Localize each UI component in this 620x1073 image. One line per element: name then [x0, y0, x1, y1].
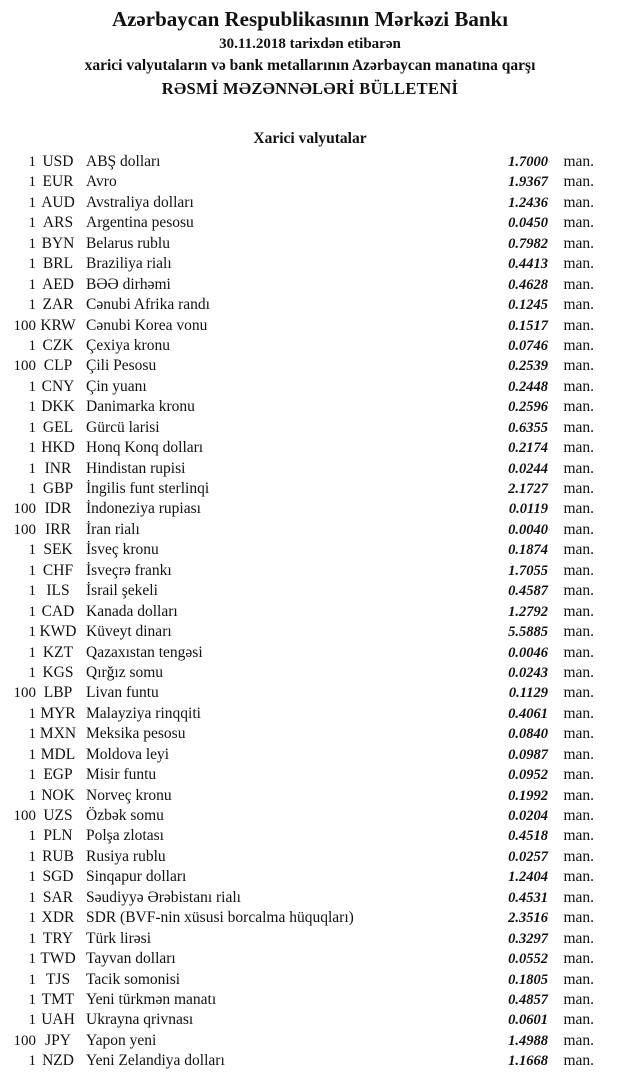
currency-code: CZK: [42, 336, 74, 354]
currency-rate: 0.1129: [508, 685, 548, 702]
unit-label: man.: [563, 173, 594, 191]
currency-quantity: 1: [28, 664, 36, 681]
currency-row: [2, 623, 594, 643]
currency-rate: 1.7000: [508, 154, 548, 170]
unit-label: man.: [563, 418, 594, 436]
unit-label: man.: [563, 1011, 594, 1029]
currency-code: TWD: [40, 950, 76, 968]
currency-code: NOK: [41, 786, 75, 804]
unit-label: man.: [563, 766, 594, 784]
unit-label: man.: [563, 847, 594, 865]
currency-code: UAH: [41, 1011, 75, 1029]
currency-row: [2, 868, 594, 888]
currency-code: EUR: [42, 173, 74, 191]
unit-label: man.: [563, 541, 594, 559]
currency-rate: 0.1874: [508, 542, 548, 559]
unit-label: man.: [563, 623, 594, 641]
currency-name: Avro: [86, 173, 117, 191]
unit-label: man.: [563, 1031, 594, 1049]
currency-name: Qazaxıstan tengəsi: [86, 643, 203, 661]
currency-code: RUB: [42, 847, 74, 865]
currency-rate: 0.1245: [508, 297, 548, 314]
currency-row: [2, 173, 594, 193]
currency-row: [2, 317, 594, 337]
currency-name: Küveyt dinarı: [86, 623, 172, 641]
unit-label: man.: [563, 459, 594, 477]
currency-rate: 0.4413: [508, 256, 548, 273]
currency-rate: 0.1805: [508, 971, 548, 988]
currency-rate: 0.0204: [508, 808, 548, 824]
currency-code: CHF: [42, 561, 74, 579]
unit-label: man.: [563, 296, 594, 314]
currency-name: Yapon yeni: [86, 1031, 157, 1049]
currency-rate: 0.0450: [508, 215, 548, 232]
currency-quantity: 100: [13, 1032, 36, 1049]
currency-rate: 1.9367: [508, 174, 548, 191]
currency-name: Qırğız somu: [86, 663, 164, 681]
currency-rate: 0.0746: [508, 337, 548, 354]
unit-label: man.: [563, 520, 594, 538]
currency-row: [2, 235, 594, 255]
currency-row: [2, 889, 594, 909]
currency-name: Hindistan rupisi: [86, 459, 186, 477]
currency-row: [2, 930, 594, 950]
currency-code: TJS: [45, 970, 71, 988]
currency-row: [2, 746, 594, 766]
currency-name: İsveç kronu: [86, 541, 159, 559]
currency-code: MDL: [40, 745, 76, 763]
unit-label: man.: [563, 255, 594, 273]
currency-quantity: 1: [28, 256, 36, 273]
currency-name: BƏƏ dirhəmi: [86, 275, 171, 293]
currency-rate: 0.0257: [508, 848, 548, 865]
currency-rate: 0.0952: [508, 767, 548, 784]
currency-quantity: 1: [28, 194, 36, 211]
currency-quantity: 1: [28, 337, 36, 354]
currency-row: [2, 378, 594, 398]
currency-quantity: 1: [28, 624, 36, 641]
currency-code: USD: [42, 153, 74, 170]
currency-row: [2, 827, 594, 847]
currency-name: Çili Pesosu: [86, 357, 157, 375]
unit-label: man.: [563, 684, 594, 702]
currency-name: Səudiyyə Ərəbistanı rialı: [86, 888, 241, 906]
currency-rate: 0.4587: [508, 583, 548, 600]
currency-name: Belarus rublu: [86, 234, 170, 252]
unit-label: man.: [563, 827, 594, 845]
effective-date-line: 30.11.2018 tarixdən etibarən: [219, 36, 401, 52]
currency-name: ABŞ dolları: [86, 153, 161, 170]
currency-row: [2, 480, 594, 500]
unit-label: man.: [563, 950, 594, 968]
currency-name: Moldova leyi: [86, 745, 170, 763]
currency-code: BYN: [41, 234, 75, 252]
currency-row: [2, 460, 594, 480]
currency-rate: 0.0119: [508, 501, 548, 518]
currency-rate: 2.3516: [508, 910, 548, 927]
currency-name: Çin yuanı: [86, 377, 147, 395]
currency-code: IDR: [44, 500, 72, 518]
currency-name: Çexiya kronu: [86, 336, 170, 354]
currency-row: [2, 276, 594, 296]
currency-name: Danimarka kronu: [86, 398, 195, 416]
currency-rate: 0.0046: [508, 644, 548, 661]
bulletin-header: [0, 0, 620, 100]
currency-quantity: 1: [28, 930, 36, 947]
currency-code: JPY: [45, 1031, 71, 1049]
currency-quantity: 1: [28, 297, 36, 314]
currency-quantity: 1: [28, 726, 36, 743]
currency-code: CAD: [41, 602, 75, 620]
currency-rate: 0.0552: [508, 951, 548, 968]
currency-row: [2, 725, 594, 745]
currency-quantity: 1: [28, 1053, 36, 1070]
currency-code: PLN: [43, 827, 73, 845]
unit-label: man.: [563, 316, 594, 334]
unit-label: man.: [563, 745, 594, 763]
currency-rate: 0.0840: [508, 726, 548, 743]
currency-rate: 0.0601: [508, 1012, 548, 1029]
currency-quantity: 100: [13, 501, 36, 518]
currency-code: NZD: [42, 1052, 74, 1070]
currency-row: [2, 684, 594, 704]
currency-rate: 0.6355: [508, 419, 548, 436]
currency-quantity: 1: [28, 481, 36, 497]
unit-label: man.: [563, 970, 594, 988]
currency-row: [2, 398, 594, 418]
unit-label: man.: [563, 193, 594, 211]
currency-code: SEK: [43, 541, 73, 559]
unit-label: man.: [563, 275, 594, 293]
currency-name: Yeni türkmən manatı: [86, 990, 217, 1008]
currency-name: Argentina pesosu: [86, 214, 194, 232]
currency-code: EGP: [43, 766, 73, 784]
currency-row: [2, 909, 594, 929]
unit-label: man.: [563, 888, 594, 906]
currency-quantity: 1: [28, 235, 36, 252]
currency-name: Türk lirəsi: [86, 929, 151, 947]
currency-row: [2, 521, 594, 541]
currency-quantity: 1: [28, 828, 36, 845]
currency-code: ZAR: [42, 296, 74, 314]
unit-label: man.: [563, 663, 594, 681]
currency-rate: 0.0244: [508, 460, 548, 477]
currency-quantity: 1: [28, 399, 36, 416]
unit-label: man.: [563, 561, 594, 579]
unit-label: man.: [563, 786, 594, 804]
unit-label: man.: [563, 480, 594, 497]
currency-name: Sinqapur dolları: [86, 868, 187, 886]
currency-name: Norveç kronu: [86, 786, 172, 804]
currency-row: [2, 705, 594, 725]
currency-quantity: 1: [28, 971, 36, 988]
currency-row: [2, 807, 594, 827]
currency-rate: 0.2448: [508, 378, 548, 395]
currency-code: DKK: [41, 398, 75, 416]
currency-row: [2, 255, 594, 275]
currency-rate: 0.7982: [508, 235, 548, 252]
currency-name: Yeni Zelandiya dolları: [86, 1052, 225, 1070]
currency-code: CLP: [43, 357, 73, 375]
currency-code: GEL: [42, 418, 74, 436]
currency-rate: 0.0243: [508, 664, 548, 681]
currency-quantity: 1: [28, 583, 36, 600]
currency-name: Meksika pesosu: [86, 725, 186, 743]
currency-row: [2, 582, 594, 602]
currency-row: [2, 950, 594, 970]
currency-rate: 1.7055: [508, 562, 548, 579]
currency-name: Özbək somu: [86, 807, 164, 824]
currency-code: AUD: [41, 193, 75, 211]
currency-code: GBP: [42, 480, 74, 497]
currency-name: Avstraliya dolları: [86, 193, 194, 211]
currency-row: [2, 644, 594, 664]
currency-code: ILS: [46, 582, 70, 600]
currency-name: Tacik somonisi: [86, 970, 181, 988]
currency-row: [2, 500, 594, 520]
currency-row: [2, 766, 594, 786]
currency-name: Livan funtu: [86, 684, 159, 702]
currency-quantity: 1: [28, 910, 36, 927]
currency-code: KZT: [42, 643, 74, 661]
currency-rate: 2.1727: [508, 481, 548, 497]
unit-label: man.: [563, 704, 594, 722]
currency-name: İsveçrə frankı: [86, 561, 172, 579]
currency-quantity: 1: [28, 767, 36, 784]
currency-row: [2, 848, 594, 868]
currency-row: [2, 214, 594, 234]
unit-label: man.: [563, 336, 594, 354]
currency-quantity: 1: [28, 174, 36, 191]
unit-label: man.: [563, 1052, 594, 1070]
currency-quantity: 1: [28, 378, 36, 395]
currency-row: [2, 296, 594, 316]
currency-code: IRR: [45, 520, 71, 538]
currency-code: MYR: [40, 704, 76, 722]
currency-code: TRY: [42, 929, 74, 947]
currency-row: [2, 337, 594, 357]
currency-rate: 0.2539: [508, 358, 548, 375]
currency-quantity: 1: [28, 460, 36, 477]
currency-quantity: 100: [13, 521, 36, 538]
currency-row: [2, 194, 594, 214]
unit-label: man.: [563, 909, 594, 927]
currency-row: [2, 787, 594, 807]
currency-quantity: 1: [28, 542, 36, 559]
currency-rate: 0.0040: [508, 521, 548, 538]
currency-quantity: 1: [28, 787, 36, 804]
currency-quantity: 1: [28, 603, 36, 620]
currency-rate: 1.4988: [508, 1032, 548, 1049]
currency-row: [2, 1011, 594, 1031]
currency-code: SAR: [42, 888, 74, 906]
unit-label: man.: [563, 929, 594, 947]
currency-name: İsrail şekeli: [86, 582, 158, 600]
currency-rate: 0.4857: [508, 991, 548, 1008]
currency-code: AED: [42, 275, 74, 293]
currency-quantity: 100: [13, 685, 36, 702]
unit-label: man.: [563, 807, 594, 824]
currency-quantity: 1: [28, 419, 36, 436]
bank-title: Azərbaycan Respublikasının Mərkəzi Bankı: [111, 7, 509, 31]
currency-name: Kanada dolları: [86, 602, 178, 620]
unit-label: man.: [563, 643, 594, 661]
currency-rate: 0.4628: [508, 276, 548, 293]
currency-quantity: 1: [28, 562, 36, 579]
currency-row: [2, 541, 594, 561]
currency-rate: 0.4531: [508, 889, 548, 906]
unit-label: man.: [563, 868, 594, 886]
bulletin-subtitle: xarici valyutaların və bank metallarının Azərbaycan manatına qarşı: [84, 57, 536, 74]
currency-rate: 1.2436: [508, 194, 548, 211]
currency-quantity: 1: [28, 276, 36, 293]
unit-label: man.: [563, 357, 594, 375]
currency-code: INR: [44, 459, 72, 477]
currency-name: Ukrayna qrivnası: [86, 1011, 194, 1029]
currency-row: [2, 153, 594, 173]
currency-name: İngilis funt sterlinqi: [86, 480, 210, 497]
unit-label: man.: [563, 214, 594, 232]
currency-quantity: 1: [28, 951, 36, 968]
unit-label: man.: [563, 377, 594, 395]
currency-rate: 0.4518: [508, 828, 548, 845]
currency-quantity: 1: [28, 440, 36, 457]
unit-label: man.: [563, 234, 594, 252]
currency-rate: 0.4061: [508, 705, 548, 722]
currency-name: Rusiya rublu: [86, 847, 166, 865]
currency-rate: 0.1992: [508, 787, 548, 804]
currency-row: [2, 562, 594, 582]
currency-name: İran rialı: [86, 520, 140, 538]
currency-row: [2, 1032, 594, 1052]
currency-row: [2, 357, 594, 377]
currency-quantity: 1: [28, 644, 36, 661]
currency-code: KGS: [42, 663, 74, 681]
currency-name: Honq Konq dolları: [86, 439, 204, 457]
currency-name: Malayziya rinqqiti: [86, 704, 201, 722]
currency-code: BRL: [42, 255, 74, 273]
currency-row: [2, 439, 594, 459]
unit-label: man.: [563, 153, 594, 170]
currency-name: Polşa zlotası: [86, 827, 164, 845]
currency-code: CNY: [41, 377, 75, 395]
currency-row: [2, 603, 594, 623]
currency-name: Braziliya rialı: [86, 255, 172, 273]
section-title-foreign-currencies: Xarici valyutalar: [253, 130, 367, 147]
currency-code: TMT: [41, 990, 75, 1008]
currency-quantity: 1: [28, 1012, 36, 1029]
currency-code: KWD: [39, 623, 77, 641]
currency-rate: 0.2174: [508, 440, 548, 457]
currency-code: KRW: [40, 316, 76, 334]
currency-code: XDR: [41, 909, 75, 927]
currency-name: Cənubi Afrika randı: [86, 296, 210, 314]
currency-code: LBP: [43, 684, 73, 702]
currency-name: Gürcü larisi: [86, 418, 160, 436]
currency-row: [2, 971, 594, 991]
currency-quantity: 1: [28, 991, 36, 1008]
currency-row: [2, 1052, 594, 1072]
currency-name: Misir funtu: [86, 766, 157, 784]
currency-quantity: 1: [28, 746, 36, 763]
currency-code: UZS: [43, 807, 73, 824]
currency-name: İndoneziya rupiası: [86, 500, 201, 518]
currency-name: Cənubi Korea vonu: [86, 316, 208, 334]
currency-name: Tayvan dolları: [86, 950, 176, 968]
currency-rate: 1.1668: [508, 1053, 548, 1070]
currency-quantity: 1: [28, 154, 36, 170]
currency-quantity: 100: [13, 358, 36, 375]
unit-label: man.: [563, 725, 594, 743]
currency-row: [2, 664, 594, 684]
unit-label: man.: [563, 602, 594, 620]
bulletin-name: RƏSMİ MƏZƏNNƏLƏRİ BÜLLETENİ: [161, 79, 459, 98]
currency-quantity: 1: [28, 215, 36, 232]
currency-quantity: 1: [28, 705, 36, 722]
currency-code: HKD: [41, 439, 75, 457]
currency-rate: 1.2792: [508, 603, 548, 620]
currency-name: SDR (BVF-nin xüsusi borcalma hüquqları): [86, 909, 354, 927]
unit-label: man.: [563, 582, 594, 600]
currency-quantity: 1: [28, 889, 36, 906]
currency-quantity: 1: [28, 869, 36, 886]
currency-quantity: 1: [28, 848, 36, 865]
currency-rate: 0.0987: [508, 746, 548, 763]
unit-label: man.: [563, 990, 594, 1008]
unit-label: man.: [563, 500, 594, 518]
currency-code: SGD: [42, 868, 74, 886]
currency-rate: 0.3297: [508, 930, 548, 947]
currency-rate: 0.1517: [508, 317, 548, 334]
currency-rate-table: [2, 153, 594, 1073]
unit-label: man.: [563, 398, 594, 416]
unit-label: man.: [563, 439, 594, 457]
currency-code: MXN: [39, 725, 77, 743]
currency-code: ARS: [42, 214, 74, 232]
currency-row: [2, 419, 594, 439]
currency-rate: 0.2596: [508, 399, 548, 416]
currency-quantity: 100: [13, 317, 36, 334]
currency-row: [2, 991, 594, 1011]
currency-quantity: 100: [13, 808, 36, 824]
currency-rate: 1.2404: [508, 869, 548, 886]
currency-rate: 5.5885: [508, 624, 548, 641]
